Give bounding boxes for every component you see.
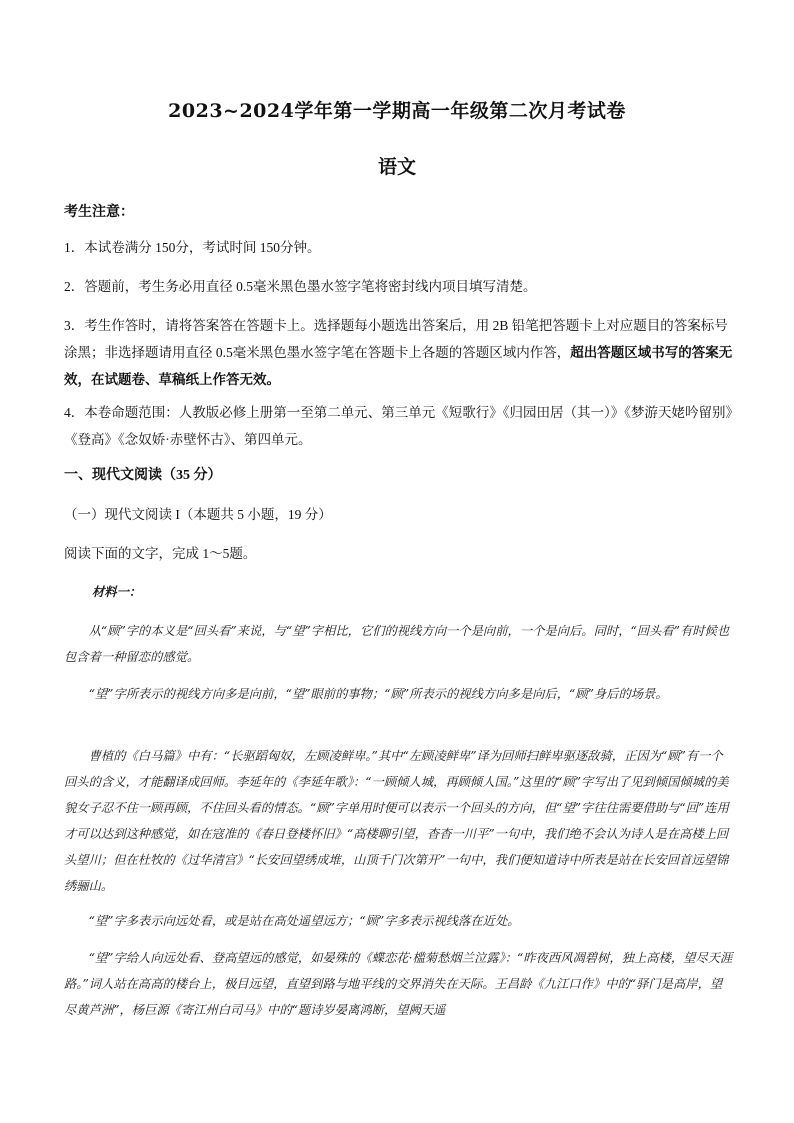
section-heading: 一、现代文阅读（35 分） [64, 468, 222, 483]
notice-item-4: 4．本卷命题范围：人教版必修上册第一至第二单元、第三单元《短歌行》《归园田居（其一）》《梦游天姥吟留别》《登高》《念奴娇·赤壁怀古》、第四单元。 [64, 405, 733, 447]
notice-item-3-text: 3．考生作答时，请将答案答在答题卡上。选择题每小题选出答案后，用 2B 铅笔把答题卡上对应题目的答案标号涂黑；非选择题请用直径 0.5毫米黑色墨水签字笔在答题卡上各题的答题区域内作答， [64, 318, 728, 360]
notice-item-3 [64, 312, 736, 393]
instruction-text: 阅读下面的文字，完成 1～5题。 [64, 546, 257, 561]
article-paragraph: “望”字多表示向远处看，或是站在高处遥望远方；“顾”字多表示视线落在近处。 [88, 914, 520, 928]
notice-heading: 考生注意： [64, 204, 134, 220]
exam-title: 2023~2024学年第一学期高一年级第二次月考试卷 [168, 100, 626, 122]
material-label: 材料一： [92, 584, 142, 599]
notice-item-3-bold: 超出答题区域书写的答案无效，在试题卷、草稿纸上作答无效。 [64, 345, 733, 387]
subsection-heading: （一）现代文阅读 I（本题共 5 小题，19 分） [64, 507, 332, 522]
article-paragraph: “望”字给人向远处看、登高望远的感觉，如晏殊的《蝶恋花·槛菊愁烟兰泣露》：“昨夜西风凋碧树，独上高楼，望尽天涯路。”词人站在高高的楼台上，极目远望，直望到路与地平线的交界消失在天际。王昌龄《九江口作》中的“驿门是高岸，望尽黄芦洲”，杨巨源《寄江州白司马》中的“题诗岁晏离鸿断，望阙天遥 [64, 951, 733, 1017]
subject-title: 语文 [377, 156, 416, 178]
notice-item-2: 2．答题前，考生务必用直径 0.5毫米黑色墨水签字笔将密封线内项目填写清楚。 [64, 279, 537, 294]
notice-item-1: 1．本试卷满分 150分，考试时间 150分钟。 [64, 240, 321, 255]
article-paragraph: 从“顾”字的本义是“回头看”来说，与“望”字相比，它们的视线方向一个是向前，一个是向后。同时，“回头看”有时候也包含着一种留恋的感觉。 [64, 624, 730, 664]
article-paragraph: 曹植的《白马篇》中有：“长驱蹈匈奴，左顾凌鲜卑。”其中“左顾凌鲜卑”译为回师扫鲜卑驱逐敌骑，正因为“顾”有一个回头的含义，才能翻译成回师。李延年的《李延年歌》：“一顾倾人城，再顾倾人国。”这里的“顾”字写出了见到倾国倾城的美貌女子忍不住一顾再顾，不住回头看的情态。“顾”字单用时便可以表示一个回头的方向，但“望”字往往需要借助与“回”连用才可以达到这种感觉，如在寇准的《春日登楼怀旧》“高楼聊引望，杳杳一川平”一句中，我们绝不会认为诗人是在高楼上回头望川；但在杜牧的《过华清宫》“长安回望绣成堆，山顶千门次第开”一句中，我们便知道诗中所表是站在长安回首远望锦绣骊山。 [64, 749, 729, 893]
article-paragraph: “望”字所表示的视线方向多是向前，“望”眼前的事物；“顾”所表示的视线方向多是向后，“顾”身后的场景。 [88, 687, 668, 701]
